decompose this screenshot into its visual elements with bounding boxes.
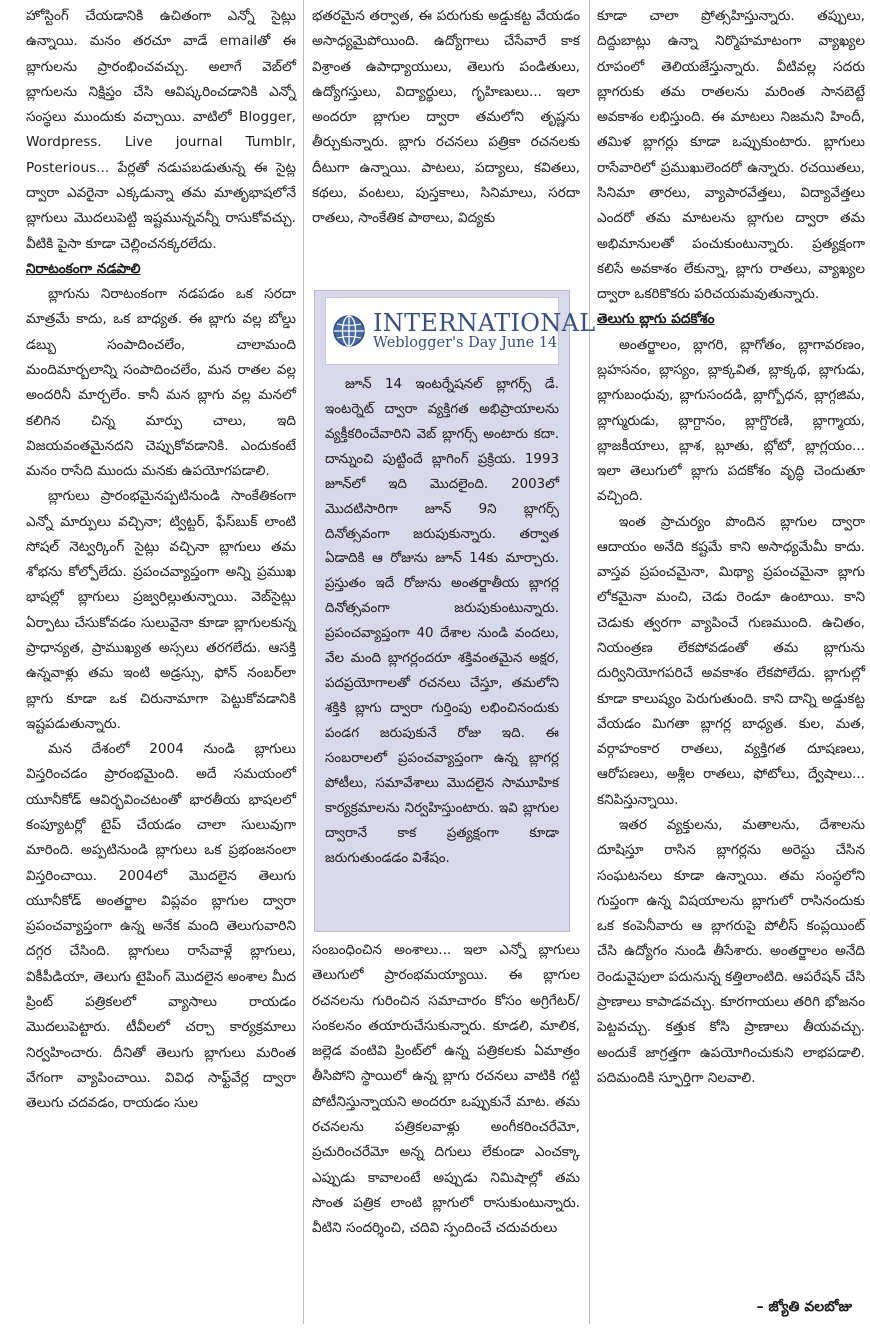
paragraph: కూడా చాలా ప్రోత్సహిస్తున్నారు. తప్పులు, దిద్దుబాట్లు ఉన్నా నిర్మొహమాటంగా వ్యాఖ్యల రూపంలో తెలియజేస్తున్నారు. వీటివల్ల సదరు బ్లాగరుకు తమ రాతలను మరింత సానబెట్టే అవకాశం లభిస్తుంది. ఈ మాటలు నిజమని హిందీ, తమిళ బ్లాగర్లు కూడా ఒప్పుకుంటారు. బ్లాగులు రాసేవారిలో ప్రముఖులెందరో ఉన్నారు. రచయితలు, సినిమా తారలు, వ్యాపారవేత్తలు, విద్యావేత్తలు ఎందరో తమ మాటలను బ్లాగుల ద్వారా తమ అభిమానులతో పంచుకుంటున్నారు. ప్రత్యక్షంగా కలిసే అవకాశం లేకున్నా, బ్లాగు రాతలు, వ్యాఖ్యల ద్వారా ఒకరికొకరు పరిచయమవుతున్నారు. bbox=[597, 8, 865, 303]
paragraph: బ్లాగులు ప్రారంభమైనప్పటినుండి సాంకేతికంగా ఎన్నో మార్పులు వచ్చినా; ట్విట్టర్, ఫేస్‌బుక్ లాంటి సోషల్ నెట్వర్కింగ్ సైట్లు వచ్చినా బ్లాగులు తమ శోభను కోల్పోలేదు. ప్రపంచవ్యాప్తంగా అన్ని ప్రముఖ భాషల్లో బ్లాగులు ప్రజ్వరిల్లుతున్నాయి. వెబ్‌సైట్లు ఏర్పాటు చేసుకోవడం సులువైనా కూడా బ్లాగులకున్న ప్రాధాన్యత, ప్రాముఖ్యత అస్సలు తరగలేదు. ఆసక్తి ఉన్నవాళ్లు తమ ఇంటి అడ్రస్సు, ఫోన్ నంబర్‌లా బ్లాగు కూడా ఒక చిరునామాగా పెట్టుకోవడానికి ఇష్టపడుతున్నారు. bbox=[26, 488, 296, 732]
section-heading: తెలుగు బ్లాగు పదకోశం bbox=[597, 311, 715, 328]
column-divider bbox=[303, 0, 304, 1324]
paragraph: ఇంత ప్రాచుర్యం పొందిన బ్లాగుల ద్వారా ఆదాయం అనేది కష్టమే కాని అసాధ్యమేమీ కాదు. వాస్తవ ప్రపంచమైనా, మిథ్యా ప్రపంచమైనా బ్లాగు లోకమైనా మంచి, చెడు రెండూ ఉంటాయి. కాని చెడుకు త్వరగా వ్యాపించే గుణముంది. ఉచితం, నియంత్రణ లేకపోవడంతో తమ బ్లాగును దుర్వినియోగపరిచే అవకాశం లేకపోలేదు. బ్లాగుల్లో కూడా కాలుష్యం పెరుగుతుంది. కాని దాన్ని అడ్డుకట్ట వేయడం మిగతా బ్లాగర్ల బాధ్యత. కుల, మత, వర్గాహంకార రాతలు, వ్యక్తిగత దూషణలు, ఆరోపణలు, అశ్లీల రాతలు, ఫోటోలు, ద్వేషాలు... కనిపిస్తున్నాయి. bbox=[597, 513, 865, 808]
article-column-2-bottom bbox=[312, 938, 580, 1241]
info-box-body: జూన్ 14 ఇంటర్నేషనల్ బ్లాగర్స్ డే. ఇంటర్నెట్ ద్వారా వ్యక్తిగత అభిప్రాయాలను వ్యక్తీకరించేవారిని వెబ్ బ్లాగర్స్ అంటారు కదా. దాన్నుంచి పుట్టిందే బ్లాగింగ్ ప్రక్రియ. 1993 జూన్‌లో ఇది మొదలైంది. 2003లో మొదటిసారిగా జూన్ 9ని బ్లాగర్స్ దినోత్సవంగా జరుపుకున్నారు. తర్వాత ఏడాదికి ఆ రోజును జూన్ 14కు మార్చారు. ప్రస్తుతం ఇదే రోజును అంతర్జాతీయ బ్లాగర్ల దినోత్సవంగా జరుపుకుంటున్నారు. ప్రపంచవ్యాప్తంగా 40 దేశాల నుండి వందలు, వేల మంది బ్లాగర్లందరూ శక్తివంతమైన అక్షర, పదప్రయోగాలతో రచనలు చేస్తూ, తమలోని శక్తికి బ్లాగు ద్వారా గుర్తింపు లభించినందుకు పండగ జరుపుకునే రోజు ఇది. ఈ సంబరాలలో ప్రపంచవ్యాప్తంగా ఉన్న బ్లాగర్ల పోటీలు, సమావేశాలు మొదలైన సామూహిక కార్యక్రమాలను నిర్వహిస్తుంటారు. ఇవి బ్లాగుల ద్వారానే కాక ప్రత్యక్షంగా కూడా జరుగుతుండడం విశేషం. bbox=[325, 377, 559, 866]
paragraph: సంబంధించిన అంశాలు... ఇలా ఎన్నో బ్లాగులు తెలుగులో ప్రారంభమయ్యాయి. ఈ బ్లాగుల రచనలను గురించిన సమాచారం కోసం అగ్రిగేటర్/ సంకలనం తయారుచేసుకున్నారు. కూడలి, మాలిక, జల్లెడ వంటివి ప్రింట్‌లో ఉన్న పత్రికలకు ఏమాత్రం తీసిపోని స్థాయిలో ఉన్న బ్లాగు రచనలు వాటికి గట్టి పోటీనిస్తున్నాయని అందరూ ఒప్పుకునే మాట. తమ రచనలను పత్రికలవాళ్లు అంగీకరించరేమో, ప్రచురించరేమో అన్న దిగులు లేకుండా ఎంచక్కా ఎప్పుడు కావాలంటే అప్పుడు నిమిషాల్లో తమ సొంత పత్రిక లాంటి బ్లాగులో రాసుకుంటున్నారు. వీటిని సందర్శించి, చదివి స్పందించే చదువరులు bbox=[312, 942, 580, 1237]
article-column-2-top bbox=[312, 4, 580, 232]
paragraph: మన దేశంలో 2004 నుండి బ్లాగులు విస్తరించడం ప్రారంభమైంది. అదే సమయంలో యూనీకోడ్ ఆవిర్భవించటంతో భారతీయ భాషలలో కంప్యూటర్లో టైప్ చేయడం చాలా సులువుగా మారింది. అప్పటినుండి బ్లాగులు ఒక ప్రభంజనంలా విస్తరించాయి. 2004లో మొదలైన తెలుగు యూనీకోడ్ అంతర్జాల విప్లవం బ్లాగుల ద్వారా ప్రపంచవ్యాప్తంగా ఉన్న అనేక మంది తెలుగువారిని దగ్గర చేసింది. బ్లాగులు రాసేవాళ్లే బ్లాగులు, వికీపీడియా, తెలుగు టైపింగ్ మొదలైన అంశాల మీద ప్రింట్ పత్రికలలో వ్యాసాలు రాయడం మొదలుపెట్టారు. టీవీలలో చర్చా కార్యక్రమాలు నిర్వహించారు. దీనితో తెలుగు బ్లాగులు మరింత వేగంగా వ్యాపించాయి. వివిధ సాఫ్ట్‌వేర్ల ద్వారా తెలుగు చదవడం, రాయడం సుల bbox=[26, 741, 296, 1112]
column-divider bbox=[589, 0, 590, 1324]
author-signature: – జ్యోతి వలబోజు bbox=[756, 1299, 852, 1315]
paragraph: హోస్టింగ్ చేయడానికి ఉచితంగా ఎన్నో సైట్లు ఉన్నాయి. మనం తరచూ వాడే emailతో ఈ బ్లాగులను ప్రారంభించవచ్చు. అలాగే వెబ్‌లో బ్లాగులను నిక్షిప్తం చేసి ఆవిష్కరించడానికి ఎన్నో సంస్థలు ముందుకు వచ్చాయి. వాటిలో Blogger, Wordpress. Live journal Tumblr, Posterious... పేర్లతో నడుపబడుతున్న ఈ సైట్ల ద్వారా ఎవరైనా ఎక్కడున్నా తమ మాతృభాషలోనే బ్లాగులు మొదలుపెట్టి ఇష్టమున్నవన్నీ రాసుకోవచ్చు. వీటికి పైసా కూడా చెల్లించనక్కరలేదు. bbox=[26, 8, 296, 252]
article-column-1 bbox=[26, 4, 296, 1116]
weblogger-day-banner bbox=[325, 297, 596, 365]
banner-subtitle: Weblogger's Day June 14 bbox=[373, 334, 558, 351]
banner-title: INTERNATIONAL bbox=[373, 308, 596, 337]
paragraph: ఇతర వ్యక్తులను, మతాలను, దేశాలను దూషిస్తూ రాసిన బ్లాగర్లను అరెస్టు చేసిన సంఘటనలు కూడా ఉన్నాయి. తమ సంస్థలోని గుప్తంగా ఉన్న విషయాలను బ్లాగులో రాసినందుకు ఒక కంపెనీవారు ఆ బ్లాగరుపై పోలీస్ కంప్లయింట్ చేసి ఉద్యోగం నుండి తీసేశారు. అంతర్జాలం అనేది రెండువైపులా పదునున్న కత్తిలాంటిది. ఆపరేషన్ చేసి ప్రాణాలు కాపాడవచ్చు. కూరగాయలు తరిగి భోజనం పెట్టవచ్చు. కత్తుక కోసి ప్రాణాలు తీయవచ్చు. అందుకే జాగ్రత్తగా ఉపయోగించుకుని లాభపడాలి. పదిమందికి స్ఫూర్తిగా నిలవాలి. bbox=[597, 817, 865, 1086]
paragraph: భతరమైన తర్వాత, ఈ పరుగుకు అడ్డుకట్ట వేయడం అసాధ్యమైపోయింది. ఉద్యోగాలు చేసేవారే కాక విశ్రాంత ఉపాధ్యాయులు, తెలుగు పండితులు, ఉద్యోగస్తులు, విద్యార్థులు, గృహిణులు... ఇలా అందరూ బ్లాగుల ద్వారా తమలోని తృష్ణను తీర్చుకున్నారు. బ్లాగు రచనలు పత్రికా రచనలకు దీటుగా ఉన్నాయి. పాటలు, పద్యాలు, కవితలు, కథలు, వంటలు, పుస్తకాలు, సినిమాలు, సరదా రాతలు, సాంకేతిక పాఠాలు, విద్యకు bbox=[312, 8, 580, 227]
section-heading: నిరాటంకంగా నడపాలి bbox=[26, 260, 141, 277]
globe-icon bbox=[332, 314, 366, 348]
paragraph: బ్లాగును నిరాటంకంగా నడపడం ఒక సరదా మాత్రమే కాదు, ఒక బాధ్యత. ఈ బ్లాగు వల్ల బోల్డు డబ్బు సంపాదించలేం, చాలామంది మందిమార్బలాన్ని సంపాదించలేం, మన రాతల వల్ల అందరినీ మార్చలేం. కానీ మన బ్లాగు వల్ల మనలో కలిగిన చిన్న మార్పు చాలు, ఇది విజయవంతమైనదని చెప్పుకోవడానికి. ఎందుకంటే మనం రాసేది ముందు మనకు ఉపయోగపడాలి. bbox=[26, 286, 296, 480]
info-box bbox=[314, 290, 596, 932]
article-column-3 bbox=[597, 4, 865, 1091]
banner-text bbox=[373, 308, 596, 351]
paragraph: అంతర్జాలం, బ్లాగరి, బ్లాగోతం, బ్లాగావరణం, బ్లహసనం, బ్లాస్యం, బ్లాక్కవిత, బ్లాక్కథ, బ్లాగుడు, బ్లాగుబంధువు, బ్లాగుసందడి, బ్లాగ్బోధన, బ్లాగ్గజిమ, బ్లాగ్మురుడు, బ్లాగ్దానం, బ్లాగ్దొరణి, బ్లాగ్మాయ, బ్లాజకీయాలు, బ్లాశ, బ్లూతు, బ్లోటో, బ్లాగ్లయం... ఇలా తెలుగులో బ్లాగు పదకోశం వృద్ధి చెందుతూ వచ్చింది. bbox=[597, 336, 865, 505]
